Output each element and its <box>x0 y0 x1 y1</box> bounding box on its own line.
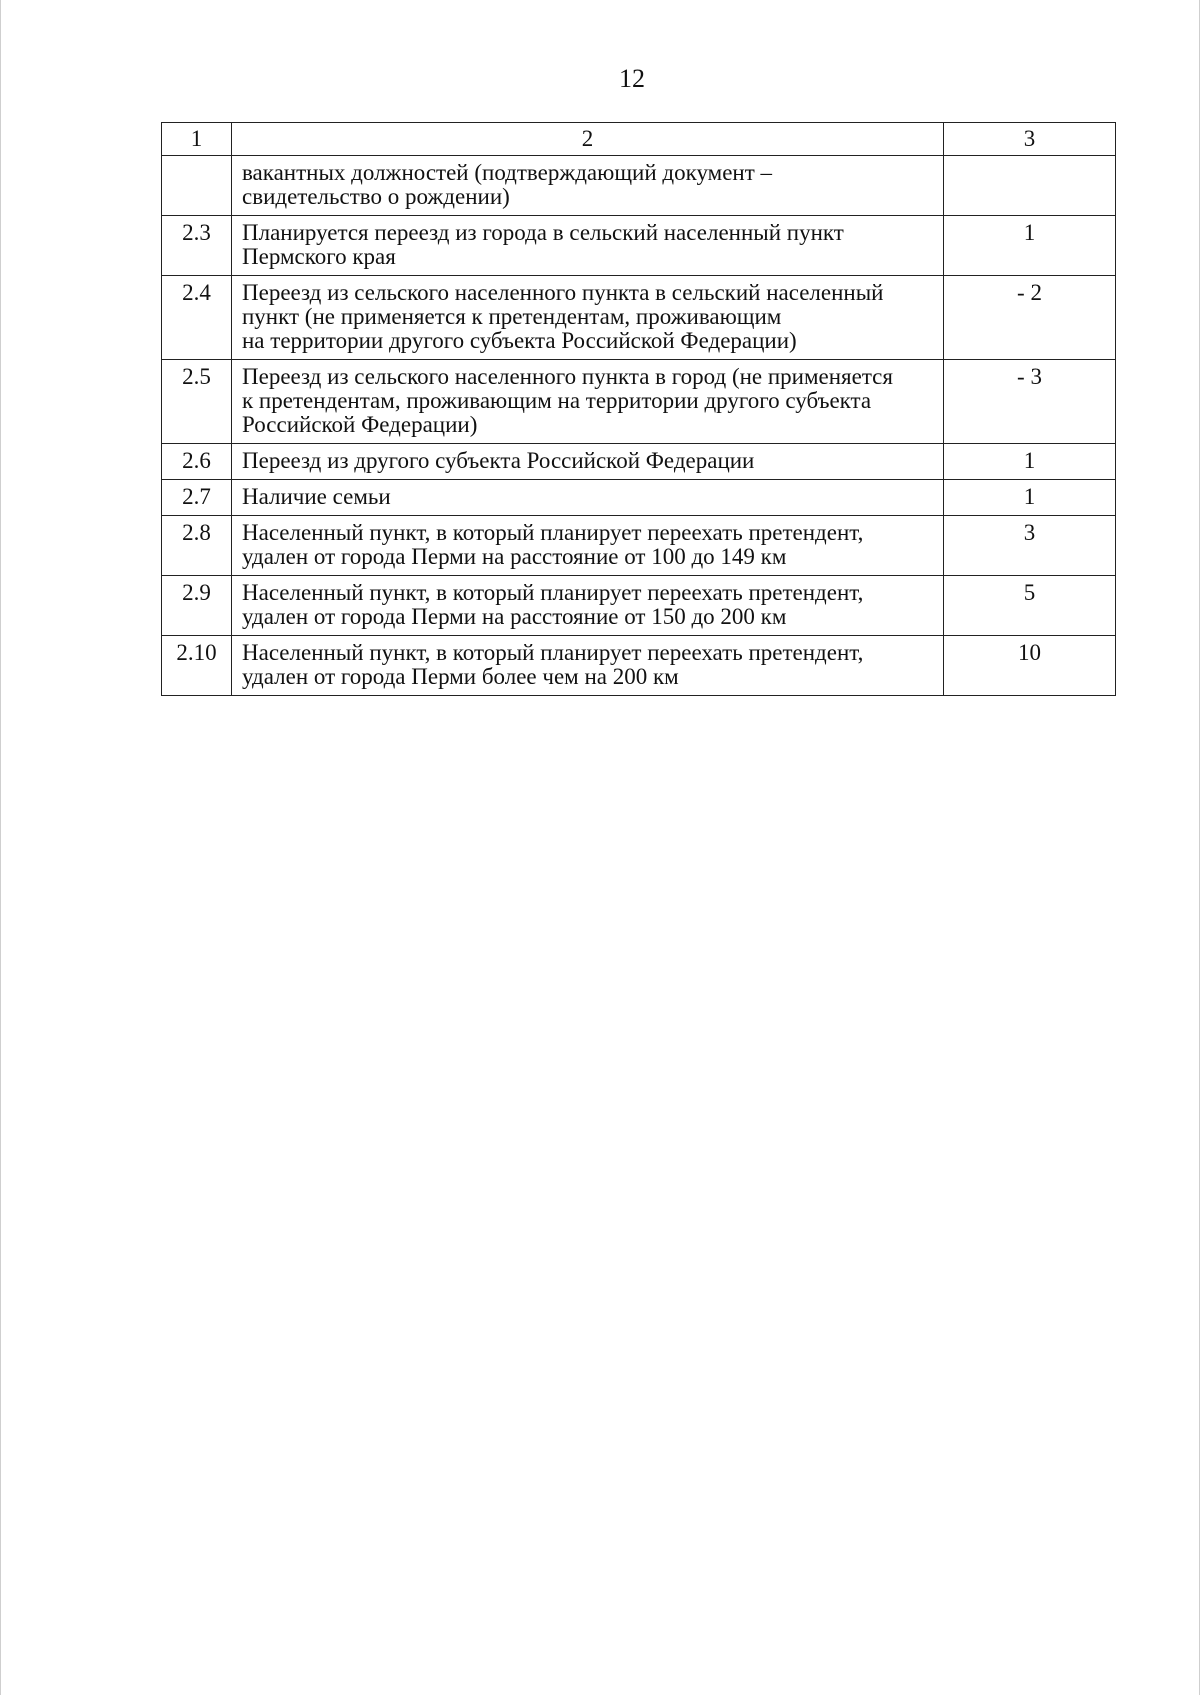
row-description-cell <box>232 636 944 696</box>
scan-edge-left <box>0 0 1 1695</box>
criteria-table-body <box>162 123 1116 696</box>
row-score-cell: 1 <box>944 216 1116 276</box>
description-line: пункт (не применяется к претендентам, проживающим <box>242 304 782 329</box>
table-row <box>162 444 1116 480</box>
row-description-cell <box>232 156 944 216</box>
description-line: свидетельство о рождении) <box>242 184 510 209</box>
description-line: Наличие семьи <box>242 484 391 509</box>
description-line: удален от города Перми на расстояние от 100 до 149 км <box>242 544 787 569</box>
description-line: Населенный пункт, в который планирует переехать претендент, <box>242 640 864 665</box>
row-score-cell: 1 <box>944 480 1116 516</box>
row-number-cell: 2.8 <box>162 516 232 576</box>
description-line: Планируется переезд из города в сельский населенный пункт <box>242 220 844 245</box>
row-description-cell <box>232 276 944 360</box>
table-header-row <box>162 123 1116 156</box>
row-description-cell <box>232 360 944 444</box>
row-number-cell: 2.3 <box>162 216 232 276</box>
row-description-cell <box>232 216 944 276</box>
column-number-1: 1 <box>162 123 232 156</box>
row-score-cell: - 2 <box>944 276 1116 360</box>
row-number-cell: 2.5 <box>162 360 232 444</box>
table-row <box>162 480 1116 516</box>
description-line: Пермского края <box>242 244 396 269</box>
row-number-cell: 2.10 <box>162 636 232 696</box>
page-number: 12 <box>619 64 645 93</box>
description-line: удален от города Перми более чем на 200 км <box>242 664 679 689</box>
description-line: Населенный пункт, в который планирует переехать претендент, <box>242 520 864 545</box>
table-row <box>162 516 1116 576</box>
row-score-cell: 1 <box>944 444 1116 480</box>
row-description-cell <box>232 444 944 480</box>
description-line: Переезд из сельского населенного пункта в сельский населенный <box>242 280 884 305</box>
table-row <box>162 576 1116 636</box>
row-description-cell <box>232 480 944 516</box>
row-description-cell <box>232 576 944 636</box>
description-line: Переезд из другого субъекта Российской Федерации <box>242 448 755 473</box>
description-line: на территории другого субъекта Российской Федерации) <box>242 328 797 353</box>
table-row <box>162 216 1116 276</box>
table-row <box>162 636 1116 696</box>
row-score-cell: 5 <box>944 576 1116 636</box>
row-number-cell: 2.4 <box>162 276 232 360</box>
column-number-3: 3 <box>944 123 1116 156</box>
description-line: удален от города Перми на расстояние от 150 до 200 км <box>242 604 787 629</box>
description-line: вакантных должностей (подтверждающий документ – <box>242 160 773 185</box>
table-row <box>162 156 1116 216</box>
description-line: к претендентам, проживающим на территории другого субъекта <box>242 388 872 413</box>
row-score-cell <box>944 156 1116 216</box>
description-line: Населенный пункт, в который планирует переехать претендент, <box>242 580 864 605</box>
row-score-cell: 3 <box>944 516 1116 576</box>
description-line: Переезд из сельского населенного пункта в город (не применяется <box>242 364 893 389</box>
description-line: Российской Федерации) <box>242 412 478 437</box>
row-score-cell: 10 <box>944 636 1116 696</box>
row-number-cell: 2.7 <box>162 480 232 516</box>
column-number-2: 2 <box>232 123 944 156</box>
row-description-cell <box>232 516 944 576</box>
table-row <box>162 360 1116 444</box>
row-number-cell: 2.9 <box>162 576 232 636</box>
row-score-cell: - 3 <box>944 360 1116 444</box>
row-number-cell <box>162 156 232 216</box>
table-row <box>162 276 1116 360</box>
row-number-cell: 2.6 <box>162 444 232 480</box>
criteria-table <box>161 122 1116 696</box>
